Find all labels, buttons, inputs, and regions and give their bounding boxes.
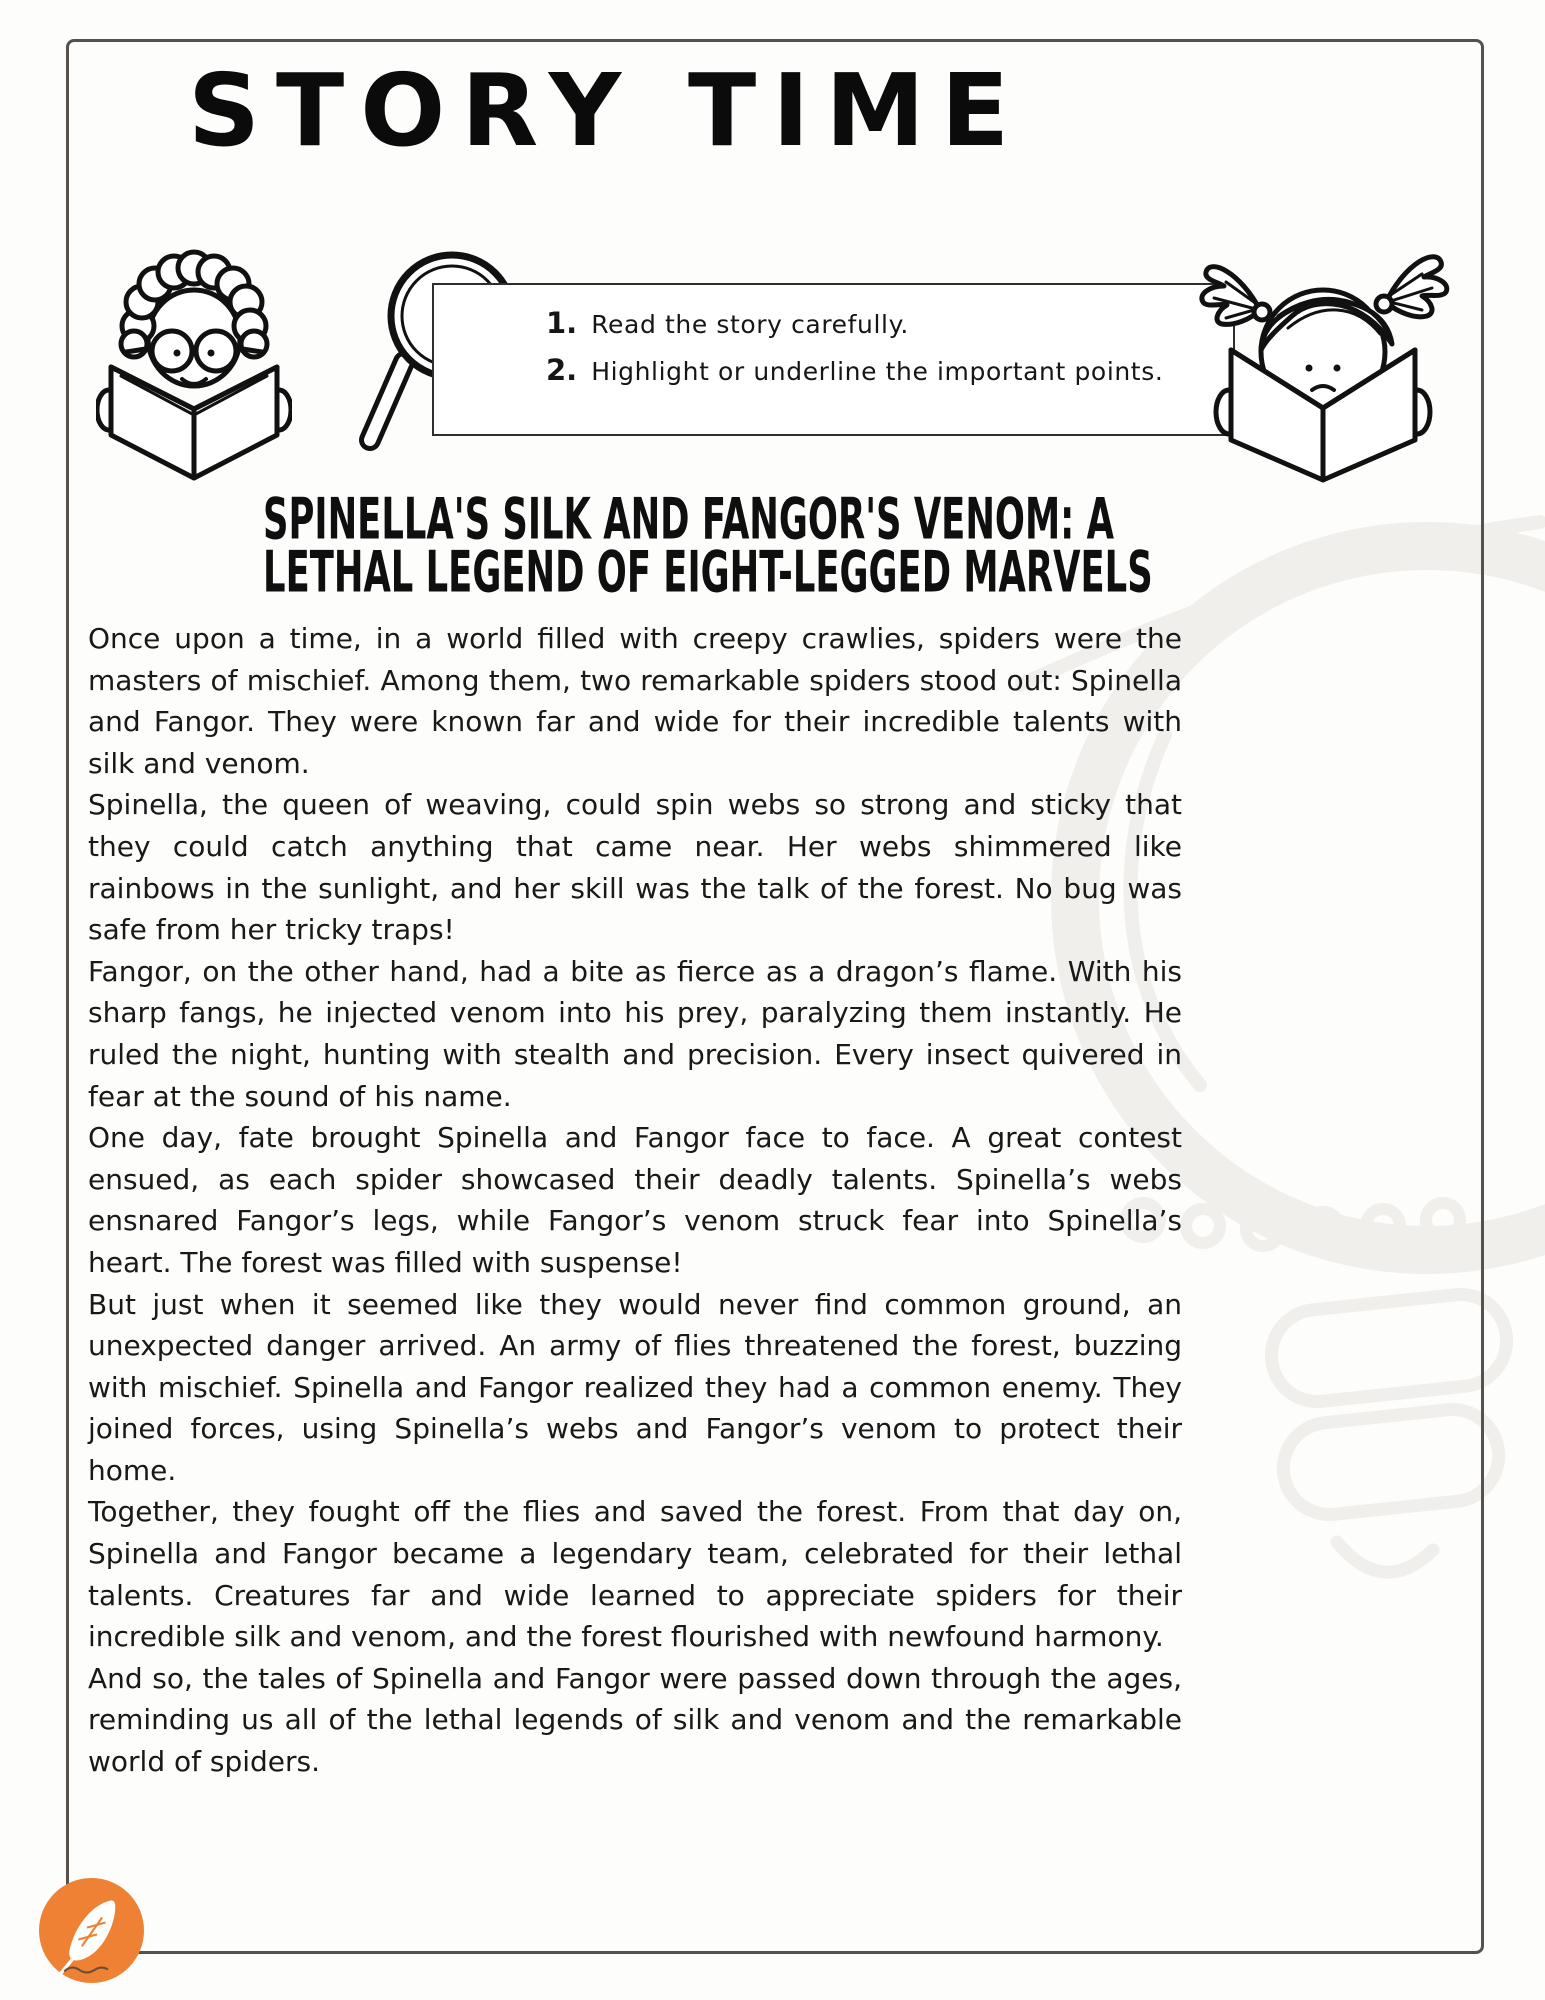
story-paragraph: Fangor, on the other hand, had a bite as fierce as a dragon’s flame. With his sharp fangs, he injected venom into his prey, paralyzing them instantly. He ruled the night, hunting with stealth and precision. Every insect quivered in fear at the sound of his name. xyxy=(88,954,1182,1113)
instruction-item xyxy=(546,353,1217,387)
story-title xyxy=(88,486,1182,606)
story-paragraph: Spinella, the queen of weaving, could spin webs so strong and sticky that they could catch anything that came near. Her webs shimmered like rainbows in the sunlight, and her skill was the talk of the forest. No bug was safe from her tricky traps! xyxy=(88,788,1182,947)
story-body xyxy=(88,618,1182,1783)
story-title-line: SPINELLA'S SILK AND FANGOR'S VENOM: A xyxy=(263,486,1114,553)
story-paragraph: Once upon a time, in a world filled with creepy crawlies, spiders were the masters of mischief. Among them, two remarkable spiders stood out: Spinella and Fangor. They were known far and wide for their incredible talents with silk and venom. xyxy=(88,622,1182,780)
instruction-number: 1. xyxy=(546,306,578,340)
instruction-text: Highlight or underline the important points. xyxy=(591,357,1164,386)
instruction-text: Read the story carefully. xyxy=(591,310,909,339)
quill-feather-badge xyxy=(39,1878,144,1983)
girl-reading-icon xyxy=(1196,230,1450,484)
instruction-item xyxy=(546,306,1217,340)
story-paragraph: One day, fate brought Spinella and Fangor face to face. A great contest ensued, as each spider showcased their deadly talents. Spinella’s webs ensnared Fangor’s legs, while Fangor’s venom struck fear into Spinella’s heart. The forest was filled with suspense! xyxy=(88,1121,1182,1279)
instructions-box xyxy=(432,283,1235,436)
story-paragraph: Together, they fought off the flies and saved the forest. From that day on, Spinella and Fangor became a legendary team, celebrated for their lethal talents. Creatures far and wide learned to appreciate spiders for their incredible silk and venom, and the forest flourished with newfound harmony. xyxy=(88,1495,1182,1654)
story-paragraph: And so, the tales of Spinella and Fangor were passed down through the ages, reminding us all of the lethal legends of silk and venom and the remarkable world of spiders. xyxy=(88,1661,1182,1779)
quill-feather-icon xyxy=(48,1887,136,1975)
story-paragraph: But just when it seemed like they would never find common ground, an unexpected danger arrived. An army of flies threatened the forest, buzzing with mischief. Spinella and Fangor realized they had a common enemy. They joined forces, using Spinella’s webs and Fangor’s venom to protect their home. xyxy=(88,1287,1182,1487)
instruction-number: 2. xyxy=(546,353,578,387)
page-title: STORY TIME xyxy=(188,52,1026,169)
story-title-line: LETHAL LEGEND OF EIGHT-LEGGED MARVELS xyxy=(263,539,1153,606)
boy-reading-icon xyxy=(96,238,292,484)
